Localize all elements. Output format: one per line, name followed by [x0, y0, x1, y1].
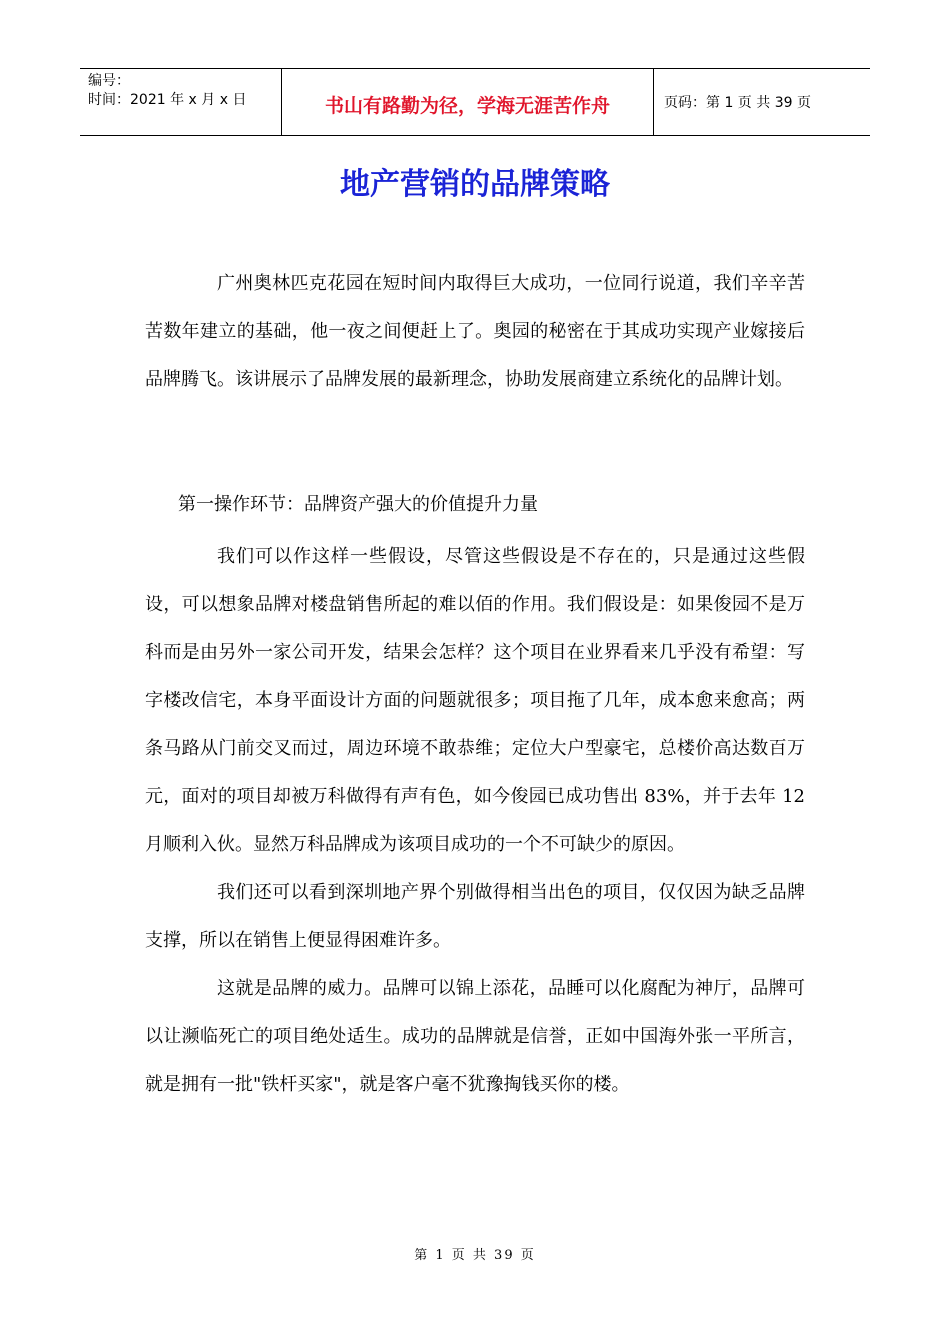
header-meta-cell [80, 69, 282, 135]
intro-paragraph: 广州奥林匹克花园在短时间内取得巨大成功，一位同行说道，我们辛辛苦苦数年建立的基础，他一夜之间便赶上了。奥园的秘密在于其成功实现产业嫁接后品牌腾飞。该讲展示了品牌发展的最新理念，协助发展商建立系统化的品牌计划。 [145, 273, 805, 390]
header-page-cell [654, 69, 870, 135]
document-number-label: 编号： [88, 73, 130, 89]
header-page-info: 页码：第 1 页 共 39 页 [664, 95, 811, 111]
body-paragraph: 这就是品牌的威力。品牌可以锦上添花，品睡可以化腐配为神厅，品牌可以让濒临死亡的项目绝处适生。成功的品牌就是信誉，正如中国海外张一平所言，就是拥有一批"铁杆买家"，就是客户毫不犹豫掏钱买你的楼。 [145, 978, 805, 1095]
section-heading: 第一操作环节：品牌资产强大的价值提升力量 [178, 494, 538, 515]
document-header [80, 68, 870, 136]
page-footer: 第 1 页 共 39 页 [414, 1248, 536, 1263]
body-paragraph: 我们可以作这样一些假设，尽管这些假设是不存在的，只是通过这些假设，可以想象品牌对楼盘销售所起的难以佰的作用。我们假设是：如果俊园不是万科而是由另外一家公司开发，结果会怎样？这个项目在业界看来几乎没有希望：写字楼改信宅，本身平面设计方面的问题就很多；项目拖了几年，成本愈来愈高；两条马路从门前交叉而过，周边环境不敢恭维；定位大户型豪宅，总楼价高达数百万元，面对的项目却被万科做得有声有色，如今俊园已成功售出 83%，并于去年 12 月顺利入伙。显然万科品牌成为该项目成功的一个不可缺少的原因。 [145, 546, 805, 855]
header-motto-cell [282, 69, 654, 135]
body-paragraph: 我们还可以看到深圳地产界个别做得相当出色的项目，仅仅因为缺乏品牌支撑，所以在销售上便显得困难许多。 [145, 882, 805, 951]
document-date-label: 时间：2021 年 x 月 x 日 [88, 92, 247, 108]
intro-section [145, 260, 805, 404]
section1-body [145, 533, 805, 1109]
document-title: 地产营销的品牌策略 [340, 167, 610, 202]
header-motto: 书山有路勤为径，学海无涯苦作舟 [324, 94, 610, 117]
